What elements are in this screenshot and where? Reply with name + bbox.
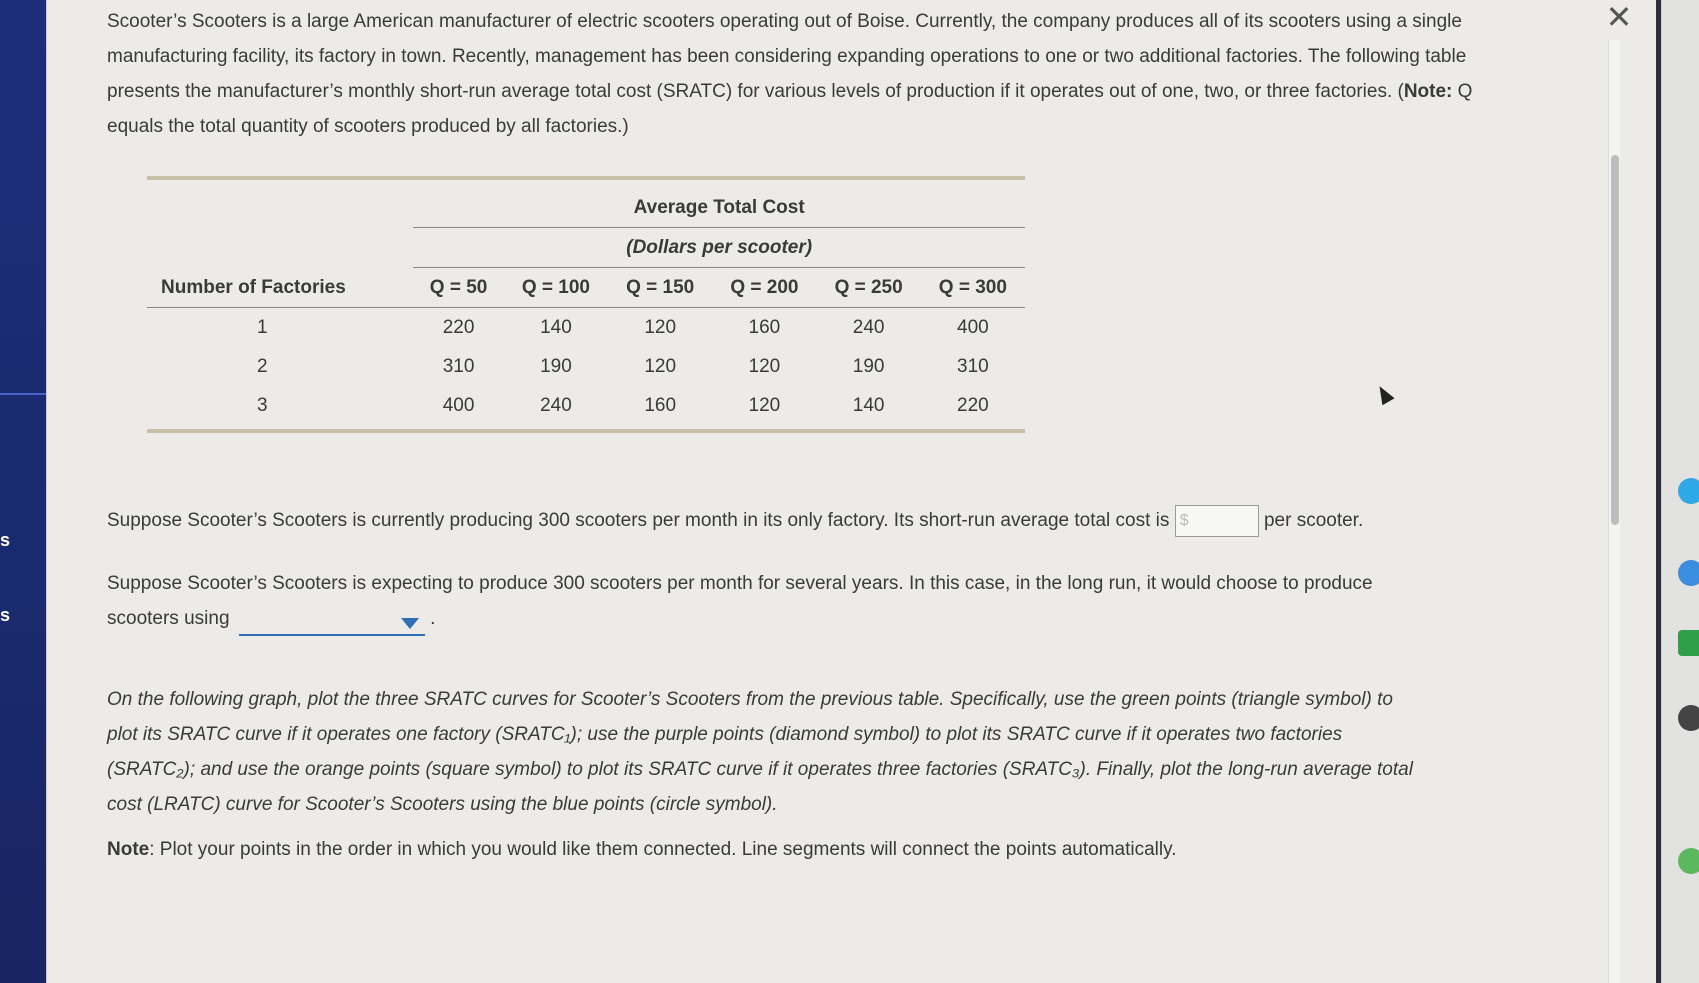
plot-note (107, 832, 1607, 867)
cost-cell: 400 (442, 395, 475, 416)
factories-cell: 1 (257, 317, 268, 338)
left-strip-char: s (0, 530, 11, 550)
right-background-window (1661, 0, 1699, 983)
question-content (107, 4, 1607, 867)
column-header-factories: Number of Factories (147, 268, 413, 308)
app-icon (1678, 478, 1699, 504)
question-panel (46, 0, 1656, 983)
column-header-q: Q = 200 (712, 268, 816, 308)
question-1-text: Suppose Scooter’s Scooters is currently producing 300 scooters per month in its only factory. Its short-run average total cost is (107, 510, 1175, 531)
scrollbar[interactable] (1608, 40, 1620, 983)
cost-cell: 160 (748, 317, 781, 338)
column-header-q: Q = 250 (817, 268, 921, 308)
column-header-q: Q = 50 (413, 268, 503, 308)
factories-cell: 3 (257, 395, 268, 416)
column-header-q: Q = 300 (921, 268, 1025, 308)
column-header-q: Q = 100 (504, 268, 608, 308)
close-icon[interactable]: ✕ (1605, 0, 1633, 36)
table-row (147, 308, 1025, 348)
cost-cell: 120 (644, 317, 677, 338)
factories-dropdown[interactable] (239, 610, 425, 636)
intro-text: Scooter’s Scooters is a large American manufacturer of electric scooters operating out of Boise. Currently, the company produces all of its scooters using a single manufacturing facility, its factory in town. Recently, management has been considering expanding operations to one or two additional factories. The following table presents the manufacturer’s monthly short-run average total cost (SRATC) for various levels of production if it operates out of one, two, or three factories. ( (107, 11, 1467, 102)
drive-icon (1678, 630, 1699, 656)
cost-cell: 120 (644, 356, 677, 377)
cost-cell: 120 (748, 395, 781, 416)
cost-cell: 240 (540, 395, 572, 416)
chevron-down-icon[interactable] (401, 618, 419, 629)
left-strip-char: s (0, 605, 11, 625)
cost-table-container (147, 176, 1025, 433)
cost-cell: 190 (540, 356, 572, 377)
input-placeholder: $ (1179, 511, 1189, 529)
cost-cell: 310 (957, 356, 989, 377)
app-icon (1678, 560, 1699, 586)
app-icon (1678, 705, 1699, 731)
cost-cell: 160 (644, 395, 677, 416)
table-group-subheader: (Dollars per scooter) (413, 228, 1025, 268)
question-1 (107, 503, 1437, 538)
note-label: Note (107, 839, 150, 860)
cost-cell: 140 (852, 395, 885, 416)
intro-note-text: Q equals the total quantity of scooters produced by all factories.) (107, 81, 1473, 137)
question-2-suffix: . (424, 608, 436, 629)
cost-cell: 120 (748, 356, 781, 377)
intro-paragraph (107, 4, 1607, 144)
cost-cell: 310 (442, 356, 475, 377)
questions (107, 503, 1437, 636)
instructions-text: On the following graph, plot the three SRATC curves for Scooter’s Scooters from the previous table. Specifically, use the green points (triangle symbol) to plot its SRATC curve if it operates one factory (SRATC₁); use the purple points (diamond symbol) to plot its SRATC curve if it operates two factories (SRATC₂); and use the orange points (square symbol) to plot its SRATC curve if it operates three factories (SRATC₃). Finally, plot the long-run average total cost (LRATC) curve for Scooter’s Scooters using the blue points (circle symbol). (107, 689, 1413, 815)
average-total-cost-table (147, 188, 1025, 425)
sratc-answer-input[interactable] (1175, 505, 1259, 537)
cost-cell: 220 (442, 317, 475, 338)
app-icon (1678, 848, 1699, 874)
scrollbar-thumb[interactable] (1611, 155, 1619, 525)
question-2 (107, 566, 1437, 636)
note-text: : Plot your points in the order in which you would like them connected. Line segments will connect the points automatically. (149, 839, 1177, 860)
question-1-suffix: per scooter. (1258, 510, 1364, 531)
column-header-q: Q = 150 (608, 268, 712, 308)
cost-cell: 240 (852, 317, 885, 338)
table-row (147, 347, 1025, 386)
cost-cell: 220 (957, 395, 989, 416)
table-row (147, 386, 1025, 425)
intro-note-label: Note: (1403, 81, 1453, 102)
factories-cell: 2 (257, 356, 268, 377)
cost-cell: 190 (852, 356, 885, 377)
question-2-text: Suppose Scooter’s Scooters is expecting to produce 300 scooters per month for several years. In this case, in the long run, it would choose to produce scooters using (107, 573, 1373, 629)
cost-cell: 140 (540, 317, 572, 338)
cost-cell: 400 (957, 317, 989, 338)
table-group-header: Average Total Cost (413, 188, 1025, 228)
graph-instructions (107, 682, 1427, 822)
